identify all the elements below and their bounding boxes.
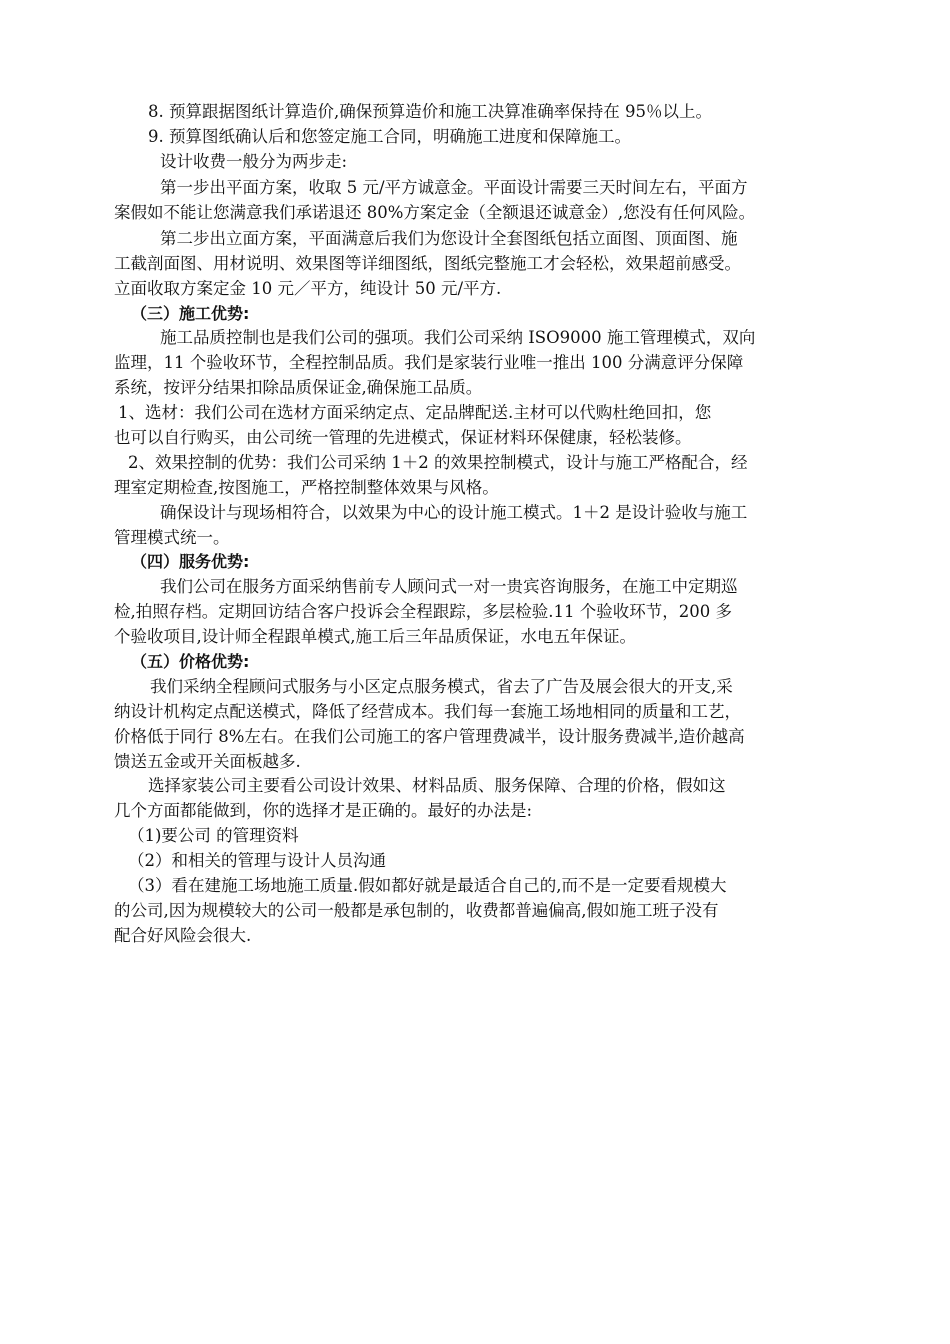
paragraph-line: 的公司,因为规模较大的公司一般都是承包制的，收费都普遍偏高,假如施工班子没有: [114, 901, 719, 920]
paragraph-line: 系统，按评分结果扣除品质保证金,确保施工品质。: [114, 378, 483, 397]
paragraph-line: 2、效果控制的优势：我们公司采纳 1＋2 的效果控制模式，设计与施工严格配合，经: [128, 453, 748, 472]
paragraph-line: 纳设计机构定点配送模式，降低了经营成本。我们每一套施工场地相同的质量和工艺，: [114, 702, 741, 721]
paragraph-line: 第二步出立面方案，平面满意后我们为您设计全套图纸包括立面图、顶面图、施: [160, 229, 738, 248]
paragraph-line: 设计收费一般分为两步走:: [160, 152, 348, 171]
section-heading-construction: （三）施工优势:: [131, 304, 250, 323]
list-item-3: （3）看在建施工场地施工质量.假如都好就是最适合自己的,而不是一定要看规模大: [128, 876, 727, 895]
paragraph-line: 我们公司在服务方面采纳售前专人顾问式一对一贵宾咨询服务，在施工中定期巡: [160, 577, 738, 596]
paragraph-line: 1、选材：我们公司在选材方面采纳定点、定品牌配送.主材可以代购杜绝回扣，您: [118, 403, 712, 422]
paragraph-line: 几个方面都能做到，你的选择才是正确的。最好的办法是:: [114, 801, 533, 820]
paragraph-line: 个验收项目,设计师全程跟单模式,施工后三年品质保证，水电五年保证。: [114, 627, 636, 646]
list-item-8: 8. 预算跟据图纸计算造价,确保预算造价和施工决算准确率保持在 95％以上。: [148, 102, 712, 121]
paragraph-line: 选择家装公司主要看公司设计效果、材料品质、服务保障、合理的价格，假如这: [148, 776, 726, 795]
paragraph-line: 检,拍照存档。定期回访结合客户投诉会全程跟踪，多层检验.11 个验收环节，200 多: [114, 602, 732, 621]
paragraph-line: 施工品质控制也是我们公司的强项。我们公司采纳 ISO9000 施工管理模式，双向: [160, 328, 756, 347]
paragraph-line: 我们采纳全程顾问式服务与小区定点服务模式，省去了广告及展会很大的开支,采: [150, 677, 733, 696]
paragraph-line: 监理，11 个验收环节，全程控制品质。我们是家装行业唯一推出 100 分满意评分保障: [114, 353, 744, 372]
paragraph-line: 理室定期检查,按图施工，严格控制整体效果与风格。: [114, 478, 499, 497]
paragraph-line: 案假如不能让您满意我们承诺退还 80%方案定金（全额退还诚意金）,您没有任何风险。: [114, 203, 756, 222]
paragraph-line: 馈送五金或开关面板越多.: [114, 752, 301, 771]
paragraph-line: 确保设计与现场相符合，以效果为中心的设计施工模式。1＋2 是设计验收与施工: [160, 503, 748, 522]
list-item-2: （2）和相关的管理与设计人员沟通: [128, 851, 386, 870]
paragraph-line: 管理模式统一。: [114, 528, 230, 547]
section-heading-price: （五）价格优势:: [131, 652, 250, 671]
paragraph-line: 价格低于同行 8%左右。在我们公司施工的客户管理费减半，设计服务费减半,造价越高: [114, 727, 745, 746]
paragraph-line: 立面收取方案定金 10 元／平方，纯设计 50 元/平方.: [114, 279, 502, 298]
section-heading-service: （四）服务优势:: [131, 552, 250, 571]
paragraph-line: 工截剖面图、用材说明、效果图等详细图纸，图纸完整施工才会轻松，效果超前感受。: [114, 254, 741, 273]
list-item-1: （1)要公司 的管理资料: [128, 826, 299, 845]
paragraph-line: 第一步出平面方案，收取 5 元/平方诚意金。平面设计需要三天时间左右，平面方: [160, 178, 748, 197]
paragraph-line: 也可以自行购买，由公司统一管理的先进模式，保证材料环保健康，轻松装修。: [114, 428, 692, 447]
list-item-9: 9. 预算图纸确认后和您签定施工合同，明确施工进度和保障施工。: [148, 127, 631, 146]
paragraph-line: 配合好风险会很大.: [114, 926, 252, 945]
